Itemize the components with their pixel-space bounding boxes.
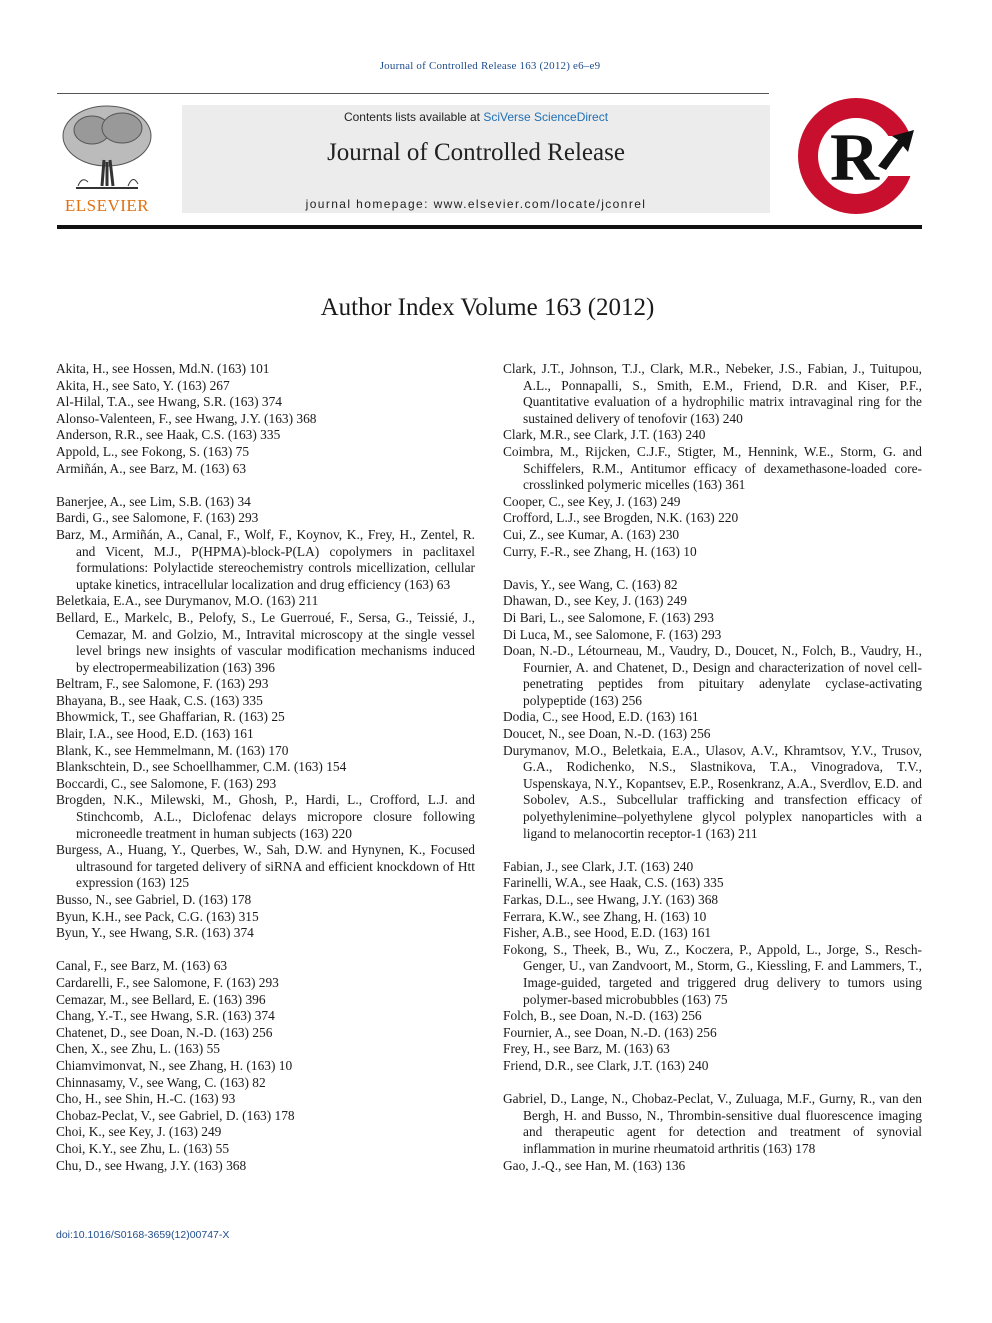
index-entry: Al-Hilal, T.A., see Hwang, S.R. (163) 374 <box>56 394 282 410</box>
index-entry: Boccardi, C., see Salomone, F. (163) 293 <box>56 775 277 791</box>
index-entry: Fournier, A., see Doan, N.-D. (163) 256 <box>503 1024 717 1040</box>
index-entry: Friend, D.R., see Clark, J.T. (163) 240 <box>503 1057 709 1073</box>
contents-prefix: Contents lists available at <box>343 110 484 124</box>
journal-homepage-link[interactable]: journal homepage: www.elsevier.com/locate/jconrel <box>305 197 647 211</box>
index-entry: Bellard, E., Markelc, B., Pelofy, S., Le Guerroué, F., Sersa, G., Teissié, J., Cemazar, M. and Golzio, M., Intravital microscopy at the single vessel level brings new insights of vascular modification mechanisms induced by electropermeabilization (163) 396 <box>56 609 475 675</box>
journal-title: Journal of Controlled Release <box>327 139 625 166</box>
index-entry: Di Luca, M., see Salomone, F. (163) 293 <box>503 626 722 642</box>
index-entry: Dhawan, D., see Key, J. (163) 249 <box>503 593 687 609</box>
index-entry: Byun, Y., see Hwang, S.R. (163) 374 <box>56 925 254 941</box>
author-index-right-column <box>503 361 922 1174</box>
index-entry: Folch, B., see Doan, N.-D. (163) 256 <box>503 1008 702 1024</box>
index-entry: Gao, J.-Q., see Han, M. (163) 136 <box>503 1157 686 1173</box>
section-gap <box>503 1075 922 1092</box>
index-entry: Cemazar, M., see Bellard, E. (163) 396 <box>56 991 266 1007</box>
journal-citation[interactable]: Journal of Controlled Release 163 (2012) e6–e9 <box>379 60 601 72</box>
index-entry: Frey, H., see Barz, M. (163) 63 <box>503 1041 670 1057</box>
index-entry: Cho, H., see Shin, H.-C. (163) 93 <box>56 1091 236 1107</box>
elsevier-logo[interactable] <box>56 100 158 216</box>
index-entry: Armiñán, A., see Barz, M. (163) 63 <box>56 460 247 476</box>
contents-line <box>182 110 770 124</box>
index-entry: Fisher, A.B., see Hood, E.D. (163) 161 <box>503 925 712 941</box>
index-entry: Crofford, L.J., see Brogden, N.K. (163) 220 <box>503 510 739 526</box>
index-entry: Blankschtein, D., see Schoellhammer, C.M. (163) 154 <box>56 759 347 775</box>
index-entry: Chiamvimonvat, N., see Zhang, H. (163) 10 <box>56 1057 293 1073</box>
elsevier-tree-icon <box>56 100 158 195</box>
index-entry: Burgess, A., Huang, Y., Querbes, W., Sah, D.W. and Hynynen, K., Focused ultrasound for targeted delivery of siRNA and efficient knockdown of Htt expression (163) 125 <box>56 842 475 891</box>
index-entry: Ferrara, K.W., see Zhang, H. (163) 10 <box>503 908 707 924</box>
index-entry: Cooper, C., see Key, J. (163) 249 <box>503 493 681 509</box>
index-entry: Clark, J.T., Johnson, T.J., Clark, M.R., Nebeker, J.S., Fabian, J., Tuitupou, A.L., Ponnapalli, S., Smith, E.M., Friend, D.R. and Kiser, P.F., Quantitative evaluation of a hydrophilic matrix intravaginal ring for the sustained delivery of tenofovir (163) 240 <box>503 361 922 426</box>
index-entry: Durymanov, M.O., Beletkaia, E.A., Ulasov, A.V., Khramtsov, Y.V., Trusov, G.A., Rodichenko, N.S., Slastnikova, T.A., Vinogradova, T.V., Uspenskaya, N.Y., Kopantsev, E.P., Rosenkranz, A.A., Sverdlov, E.D. and Sobolev, A.S., Subcellular trafficking and transfection efficacy of polyethylenimine–polyethylene glycol polyplex nanoparticles with a ligand to melanocortin receptor-1 (163) 211 <box>503 742 922 841</box>
header-divider <box>57 93 769 94</box>
author-index-left-column <box>56 361 475 1174</box>
section-gap <box>503 560 922 577</box>
index-entry: Clark, M.R., see Clark, J.T. (163) 240 <box>503 427 706 443</box>
index-entry: Chobaz-Peclat, V., see Gabriel, D. (163) 178 <box>56 1107 295 1123</box>
header-thick-divider <box>57 225 922 229</box>
index-entry: Farinelli, W.A., see Haak, C.S. (163) 335 <box>503 875 724 891</box>
controlled-release-logo-icon <box>790 96 922 216</box>
journal-header-box <box>182 105 770 213</box>
journal-cover-logo[interactable] <box>790 96 922 216</box>
index-entry: Gabriel, D., Lange, N., Chobaz-Peclat, V., Zuluaga, M.F., Gurny, R., van den Bergh, H. and Busso, N., Thrombin-sensitive dual fluorescence imaging and therapeutic agent for detection and treatment of synovial inflammation in murine rheumatoid arthritis (163) 178 <box>503 1091 922 1156</box>
index-entry: Canal, F., see Barz, M. (163) 63 <box>56 958 228 974</box>
index-entry: Alonso-Valenteen, F., see Hwang, J.Y. (163) 368 <box>56 410 317 426</box>
index-entry: Akita, H., see Sato, Y. (163) 267 <box>56 377 230 393</box>
index-entry: Chen, X., see Zhu, L. (163) 55 <box>56 1041 221 1057</box>
index-entry: Chu, D., see Hwang, J.Y. (163) 368 <box>56 1157 247 1173</box>
index-entry: Chatenet, D., see Doan, N.-D. (163) 256 <box>56 1024 273 1040</box>
index-entry: Doucet, N., see Doan, N.-D. (163) 256 <box>503 726 711 742</box>
index-entry: Bhayana, B., see Haak, C.S. (163) 335 <box>56 692 263 708</box>
index-entry: Dodia, C., see Hood, E.D. (163) 161 <box>503 709 699 725</box>
index-entry: Chang, Y.-T., see Hwang, S.R. (163) 374 <box>56 1008 275 1024</box>
index-entry: Bardi, G., see Salomone, F. (163) 293 <box>56 510 259 526</box>
index-entry: Cui, Z., see Kumar, A. (163) 230 <box>503 526 680 542</box>
index-entry: Akita, H., see Hossen, Md.N. (163) 101 <box>56 361 270 376</box>
index-entry: Cardarelli, F., see Salomone, F. (163) 293 <box>56 974 279 990</box>
index-entry: Fabian, J., see Clark, J.T. (163) 240 <box>503 858 694 874</box>
elsevier-wordmark: ELSEVIER <box>64 196 150 215</box>
index-entry: Anderson, R.R., see Haak, C.S. (163) 335 <box>56 427 281 443</box>
index-entry: Choi, K., see Key, J. (163) 249 <box>56 1124 222 1140</box>
index-entry: Brogden, N.K., Milewski, M., Ghosh, P., Hardi, L., Crofford, L.J. and Stinchcomb, A.L., Diclofenac delays micropore closure following microneedle treatment in human subjects (163) 220 <box>56 792 475 841</box>
section-gap <box>503 842 922 859</box>
doi-link[interactable]: doi:10.1016/S0168-3659(12)00747-X <box>56 1229 230 1241</box>
index-entry: Fokong, S., Theek, B., Wu, Z., Koczera, P., Appold, L., Jorge, S., Resch-Genger, U., van Zandvoort, M., Storm, G., Kiessling, F. and Lammers, T., Image-guided, targeted and triggered drug delivery to tumors using polymer-based microbubbles (163) 75 <box>503 941 922 1007</box>
index-entry: Chinnasamy, V., see Wang, C. (163) 82 <box>56 1074 266 1090</box>
index-entry: Byun, K.H., see Pack, C.G. (163) 315 <box>56 908 259 924</box>
index-entry: Appold, L., see Fokong, S. (163) 75 <box>56 443 250 459</box>
index-entry: Curry, F.-R., see Zhang, H. (163) 10 <box>503 543 697 559</box>
index-entry: Beletkaia, E.A., see Durymanov, M.O. (163) 211 <box>56 593 319 609</box>
index-entry: Barz, M., Armiñán, A., Canal, F., Wolf, F., Koynov, K., Frey, H., Zentel, R. and Vicent, M.J., P(HPMA)-block-P(LA) copolymers in paclitaxel formulations: Polylactide stereochemistry controls micellization, cellular uptake kinetics, intracellular localization and drug efficiency (163) 63 <box>56 526 475 592</box>
sciencedirect-link[interactable]: SciVerse ScienceDirect <box>483 110 609 124</box>
index-entry: Beltram, F., see Salomone, F. (163) 293 <box>56 676 269 692</box>
index-entry: Davis, Y., see Wang, C. (163) 82 <box>503 576 678 592</box>
index-entry: Blank, K., see Hemmelmann, M. (163) 170 <box>56 742 289 758</box>
section-gap <box>56 477 475 494</box>
index-entry: Coimbra, M., Rijcken, C.J.F., Stigter, M., Hennink, W.E., Storm, G. and Schiffelers, R.M., Antitumor efficacy of dexamethasone-loaded core-crosslinked polymeric micelles (163) 361 <box>503 443 922 493</box>
section-gap <box>56 942 475 959</box>
index-entry: Busso, N., see Gabriel, D. (163) 178 <box>56 892 252 907</box>
index-entry: Doan, N.-D., Létourneau, M., Vaudry, D., Doucet, N., Folch, B., Vaudry, H., Fournier, A. and Chatenet, D., Design and characterization of novel cell-penetrating peptides from pituitary adenylate cyclase-activating polypeptide (163) 256 <box>503 643 922 708</box>
index-entry: Bhowmick, T., see Ghaffarian, R. (163) 25 <box>56 709 285 725</box>
index-entry: Farkas, D.L., see Hwang, J.Y. (163) 368 <box>503 892 719 907</box>
page-title: Author Index Volume 163 (2012) <box>320 294 655 321</box>
index-entry: Choi, K.Y., see Zhu, L. (163) 55 <box>56 1140 230 1156</box>
svg-text:R: R <box>830 119 880 195</box>
index-entry: Blair, I.A., see Hood, E.D. (163) 161 <box>56 726 254 742</box>
index-entry: Di Bari, L., see Salomone, F. (163) 293 <box>503 609 714 625</box>
index-entry: Banerjee, A., see Lim, S.B. (163) 34 <box>56 493 251 509</box>
